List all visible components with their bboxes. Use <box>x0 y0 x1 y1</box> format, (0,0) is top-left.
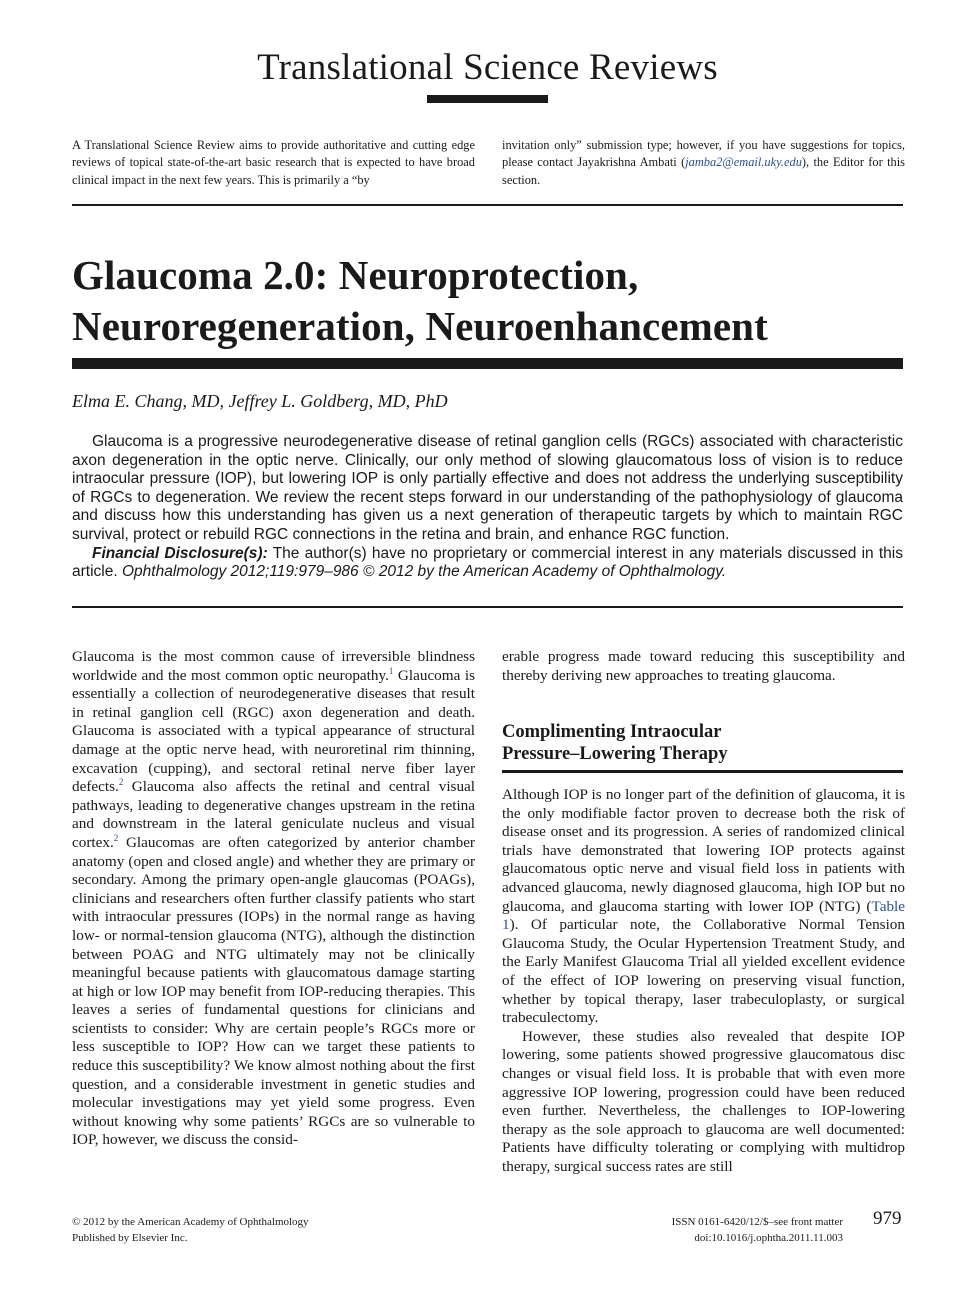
footer-left <box>72 1215 309 1246</box>
body-text: Although IOP is no longer part of the definition of glaucoma, it is the only modifiable factor proven to decrease both the risk of disease onset and its progression. A series of randomized clinical trials have demonstrated that lowering IOP protects against glaucomatous optic nerve and visual field loss in patients with advanced glaucoma, newly diagnosed glaucoma, high IOP but no glaucoma, and glaucoma starting with lower IOP (NTG) ( <box>502 786 905 915</box>
abstract-text: Glaucoma is a progressive neurodegenerative disease of retinal ganglion cells (RGCs) associated with characteristic axon degeneration in the optic nerve. Clinically, our only method of slowing glaucomatous loss of vision is to reduce intraocular pressure (IOP), but lowering IOP is only partially effective and does not address the underlying susceptibility of RGCs to degeneration. We review the recent steps forward in our understanding of the pathophysiology of glaucoma and discuss how this understanding has given us a next generation of therapeutic targets by which to maintain RGC survival, protect or rebuild RGC connections in the retina and brain, and enhance RGC function. <box>72 433 903 543</box>
abstract-divider <box>72 606 903 608</box>
header-divider <box>72 204 903 206</box>
section-intro-left: A Translational Science Review aims to provide authoritative and cutting edge reviews of topical state-of-the-art basic research that is expected to have broad clinical impact in the next few years. This is primarily a “by <box>72 138 475 187</box>
section-intro-right <box>502 137 905 189</box>
body-text: Glaucoma also affects the retinal and central visual pathways, leading to degenerative changes upstream in the retina and downstream in the lateral geniculate nucleus and visual cortex. <box>72 778 475 851</box>
abstract <box>72 433 903 582</box>
disclosure-label: Financial Disclosure(s): <box>92 544 268 562</box>
body-column-right-section <box>502 786 905 1176</box>
section-heading-line: Complimenting Intraocular <box>502 722 722 742</box>
financial-disclosure <box>72 545 903 582</box>
body-paragraph <box>72 648 475 1150</box>
intro-text: invitation only” submission type; however, if you have suggestions for topics, please contact Jayakrishna Ambati ( <box>502 138 905 170</box>
body-paragraph: However, these studies also revealed that despite IOP lowering, some patients showed progressive glaucomatous disc changes or visual field loss. It is probable that with even more aggressive IOP lowering, progression could have been reduced even further. Nevertheless, the challenges to IOP-lowering therapy as the sole approach to glaucoma are well documented: Patients have difficulty tolerating or complying with multidrop therapy, surgical success rates are still <box>502 1027 905 1175</box>
article-title <box>72 250 932 352</box>
section-title: Translational Science Reviews <box>257 47 718 88</box>
publisher-notice: Published by Elsevier Inc. <box>72 1231 188 1244</box>
section-heading-rule <box>502 770 903 773</box>
issn: ISSN 0161-6420/12/$–see front matter <box>671 1216 843 1228</box>
table-link[interactable]: Table 1 <box>502 897 905 934</box>
body-text: Glaucoma is essentially a collection of neurodegenerative diseases that result in retinal ganglion cell (RGC) axon degeneration and death. Glaucoma is associated with a typical appearance of structural damage at the optic nerve head, with neuroretinal rim thinning, excavation (cupping), and sectoral retinal nerve fiber layer defects. <box>72 666 475 796</box>
body-text: Glaucoma is the most common cause of irreversible blindness worldwide and the most common optic neuropathy. <box>72 648 475 684</box>
footer-right <box>655 1215 843 1246</box>
reference-link[interactable]: 2 <box>118 777 124 788</box>
body-paragraph <box>502 786 905 1028</box>
journal-citation: Ophthalmology 2012;119:979–986 © 2012 by the American Academy of Ophthalmology. <box>121 563 727 581</box>
page-number: 979 <box>873 1208 902 1229</box>
title-rule <box>72 358 903 369</box>
reference-link[interactable]: 2 <box>113 832 119 843</box>
section-heading <box>502 721 905 765</box>
body-column-left <box>72 648 475 1150</box>
body-text: Glaucomas are often categorized by anterior chamber anatomy (open and closed angle) and whether they are primary or secondary. Among the primary open-angle glaucomas (POAGs), clinicians and researchers often further classify patients who start with intraocular pressures (IOPs) in the normal range as having low- or normal-tension glaucoma (NTG), although the distinction between POAG and NTG ultimately may not be clinically meaningful because patients with glaucomatous damage starting at high or low IOP may benefit from IOP-reducing therapies. This leaves a series of fundamental questions for clinicians and scientists to consider: Why are certain people’s RGCs more or less susceptible to IOP? How can we target these patients to reduce this susceptibility? We know almost nothing about the first question, and a considerable investment in genetic studies and molecular investigations may yet yield some progress. Even without knowing why some patients’ RGCs are so vulnerable to IOP, however, we discuss the consid- <box>72 833 475 1149</box>
article-title-line: Neuroregeneration, Neuroenhancement <box>72 303 768 349</box>
author-list: Elma E. Chang, MD, Jeffrey L. Goldberg, MD, PhD <box>72 391 448 411</box>
body-column-right <box>502 648 905 685</box>
editor-email-link[interactable]: jamba2@email.uky.edu <box>685 155 802 170</box>
body-paragraph: erable progress made toward reducing this susceptibility and thereby deriving new approaches to treating glaucoma. <box>502 648 905 684</box>
copyright-notice: © 2012 by the American Academy of Ophthalmology <box>72 1216 309 1228</box>
article-title-line: Glaucoma 2.0: Neuroprotection, <box>72 252 639 298</box>
disclosure-text: The author(s) have no proprietary or commercial interest in any materials discussed in this article. <box>72 544 903 581</box>
section-heading-line: Pressure–Lowering Therapy <box>502 744 728 764</box>
intro-text: ), the Editor for this section. <box>502 155 905 187</box>
doi: doi:10.1016/j.ophtha.2011.11.003 <box>694 1231 843 1244</box>
reference-link[interactable]: 1 <box>388 665 394 676</box>
body-text: ). Of particular note, the Collaborative Normal Tension Glaucoma Study, the Ocular Hypertension Treatment Study, and the Early Manifest Glaucoma Trial all yielded excellent evidence of the effect of IOP lowering on preserving visual function, whether by topical therapy, laser trabeculoplasty, or surgical trabeculectomy. <box>502 916 905 1027</box>
section-title-bar <box>427 95 548 103</box>
